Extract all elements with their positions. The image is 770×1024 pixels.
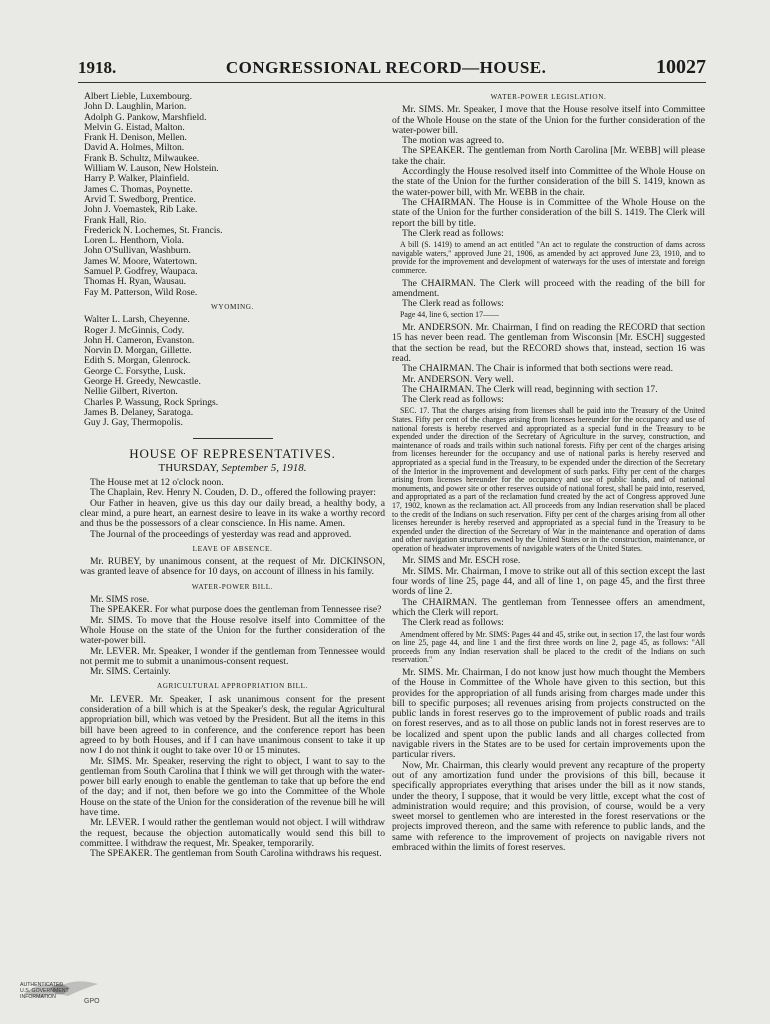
list-item: James C. Thomas, Poynette. bbox=[84, 183, 193, 195]
amendment-text: Amendment offered by Mr. SIMS: Pages 44 and 45, strike out, in section 17, the last four words on line 25, page 44, and line 1 and the first three words on line 2, page 45, as follows: "All proceeds from any Indian reservation shall be placed to the credit of the Indians on such reservation." bbox=[392, 629, 705, 665]
list-item: John D. Laughlin, Marion. bbox=[84, 101, 187, 113]
paragraph: Mr. SIMS and Mr. ESCH rose. bbox=[402, 555, 521, 567]
list-item: Frank Hall, Rio. bbox=[84, 214, 147, 226]
paragraph: The Clerk read as follows: bbox=[402, 394, 504, 406]
leave-of-absence-heading: LEAVE OF ABSENCE. bbox=[192, 544, 273, 553]
list-item: Albert Lieble, Luxembourg. bbox=[84, 91, 192, 102]
paragraph: Now, Mr. Chairman, this clearly would prevent any recapture of the property out of any amortization fund under the provisions of this bill, because it specifically appropriates everything that arises under the bill as it now stands, under the theory, I suppose, that it would be very little, except what the cost of administration would require; and this provision, of course, would be a very sweet morsel to gentlemen who are interested in the forest reservations or the projects improved thereon, and the same with reference to public lands, and the same with reference to the improvement of projects on navigable rivers not embraced within the limits of forest reserves. bbox=[392, 759, 705, 853]
header-page-number: 10027 bbox=[655, 56, 706, 78]
list-item: Walter L. Larsh, Cheyenne. bbox=[84, 314, 190, 326]
bill-title-quote: A bill (S. 1419) to amend an act entitled "An act to regulate the construction of dams across navigable waters," approved June 21, 1906, as amended by act approved June 23, 1910, and to provide for the improvement and development of waterways for the uses of interstate and foreign commerce. bbox=[392, 240, 705, 275]
seal-line: AUTHENTICATED bbox=[20, 982, 64, 988]
gpo-authentication-seal bbox=[20, 974, 106, 1012]
paragraph: The Clerk read as follows: bbox=[402, 298, 504, 310]
list-item: Charles P. Wassung, Rock Springs. bbox=[84, 396, 219, 408]
paragraph: Mr. LEVER. Mr. Speaker, I wonder if the gentleman from Tennessee would not permit me to submit a unanimous-consent request. bbox=[80, 645, 385, 667]
list-item: Melvin G. Eistad, Malton. bbox=[84, 121, 185, 133]
list-item: Edith S. Morgan, Glenrock. bbox=[84, 355, 191, 367]
paragraph: Mr. LEVER. Mr. Speaker, I ask unanimous consent for the present consideration of a bill which is at the Speaker's desk, the regular Agricultural appropriation bill, which was vetoed by the President. But all the items in this bill have been agreed to in conference, and the conference report has been agreed to by both Houses, and if I can have unanimous consent to take it up now I do not think it ought to take over 10 or 15 minutes. bbox=[80, 693, 385, 757]
paragraph: The CHAIRMAN. The gentleman from Tennessee offers an amendment, which the Clerk will report. bbox=[392, 596, 705, 618]
seal-line: U.S. GOVERNMENT bbox=[20, 988, 69, 994]
paragraph: The SPEAKER. For what purpose does the gentleman from Tennessee rise? bbox=[90, 604, 382, 616]
list-item: George H. Greedy, Newcastle. bbox=[84, 376, 201, 388]
page-line-reference: Page 44, line 6, section 17—— bbox=[400, 310, 499, 320]
list-item: Norvin D. Morgan, Gillette. bbox=[84, 345, 192, 357]
paragraph: Mr. ANDERSON. Mr. Chairman, I find on reading the RECORD that section 15 has never been read. The gentleman from Wisconsin [Mr. ESCH] suggested that the section be read, but the RECORD shows that, instead, section 16 was read. bbox=[392, 322, 705, 364]
list-item: Roger J. McGinnis, Cody. bbox=[84, 324, 185, 336]
date-text: September 5, 1918. bbox=[221, 461, 307, 474]
section-17-text: SEC. 17. That the charges arising from licenses shall be paid into the Treasury of the United States. Fifty per cent of the charges arising from licenses hereunder for the occupancy and use of national forests is hereby reserved and appropriated as a special fund in the Treasury to be expended under the direction of the Secretary of Agriculture in the survey, construction, and maintenance of roads and trails within such national forests. Fifty per cent of the charges arising from licenses hereunder for the occupancy and use of national parks is hereby reserved and appropriated as a special fund in the Treasury, to be expended under the direction of the Secretary of the Interior in the improvement and development of such parks. Fifty per cent of the charges arising from licenses hereunder for the occupancy and use of public lands, and of national monuments, and power site or other reserves outside of national forest, shall be paid into, reserved, and appropriated as a part of the reclamation fund created by the act of Congress approved June 17, 1902, known as the reclamation act. All proceeds from any Indian reservation shall be placed to the credit of the Indians on such reservation. Fifty per cent of the charges arising from all other licenses hereunder is hereby reserved and appropriated as a special fund in the Treasury to be expended under the direction of the Secretary of War in the maintenance and operation of dams and other navigation structures owned by the United States or in the construction, maintenance, or operation of headwater improvements of navigable waters of the United States. bbox=[392, 406, 705, 553]
list-item: John J. Voemastek, Rib Lake. bbox=[84, 204, 198, 216]
list-item: Harry P. Walker, Plainfield. bbox=[84, 173, 190, 185]
right-column bbox=[392, 92, 705, 853]
paragraph: The CHAIRMAN. The Clerk will read, beginning with section 17. bbox=[402, 383, 658, 395]
paragraph: Mr. SIMS. Mr. Chairman, I move to strike out all of this section except the last four words of line 25, page 44, and all of line 1, on page 45, and the first three words of line 2. bbox=[392, 565, 705, 598]
list-item: Thomas H. Ryan, Wausau. bbox=[84, 276, 187, 288]
paragraph: The SPEAKER. The gentleman from South Carolina withdraws his request. bbox=[90, 848, 382, 860]
list-item: Frank B. Schultz, Milwaukee. bbox=[84, 152, 200, 164]
paragraph: The Chaplain, Rev. Henry N. Couden, D. D., offered the following prayer: bbox=[90, 487, 376, 499]
list-item: Frederick N. Lochemes, St. Francis. bbox=[84, 224, 223, 236]
house-title: HOUSE OF REPRESENTATIVES. bbox=[129, 445, 336, 461]
wyoming-heading: WYOMING. bbox=[211, 302, 254, 311]
paragraph: Mr. SIMS. Mr. Speaker, I move that the House resolve itself into Committee of the Whole House on the state of the Union for the further consideration of the water-power bill. bbox=[392, 104, 705, 136]
paragraph: Mr. ANDERSON. Very well. bbox=[402, 373, 514, 385]
header-rule bbox=[78, 82, 706, 83]
list-item: Frank H. Denison, Mellen. bbox=[84, 132, 187, 144]
seal-text bbox=[20, 982, 69, 1000]
paragraph: The Clerk read as follows: bbox=[402, 227, 504, 239]
paragraph: Mr. SIMS. To move that the House resolve itself into Committee of the Whole House on the state of the Union for the further consideration of the water-power bill. bbox=[80, 614, 385, 647]
header-title: CONGRESSIONAL RECORD—HOUSE. bbox=[225, 58, 547, 77]
session-date bbox=[80, 463, 385, 473]
water-power-bill-heading: WATER-POWER BILL. bbox=[191, 582, 274, 591]
wisconsin-names-list bbox=[84, 92, 385, 298]
list-item: Guy J. Gay, Thermopolis. bbox=[84, 417, 183, 429]
list-item: John H. Cameron, Evanston. bbox=[84, 334, 195, 346]
list-item: James B. Delaney, Saratoga. bbox=[84, 406, 194, 418]
water-power-legislation-heading: WATER-POWER LEGISLATION. bbox=[490, 93, 607, 101]
header-year: 1918. bbox=[78, 58, 117, 77]
page-header bbox=[78, 56, 706, 80]
agricultural-bill-heading: AGRICULTURAL APPROPRIATION BILL. bbox=[156, 682, 309, 691]
paragraph: The House met at 12 o'clock noon. bbox=[90, 477, 224, 489]
paragraph: Accordingly the House resolved itself into Committee of the Whole House on the state of the Union for the further consideration of the bill S. 1419, known as the water-power bill, with Mr. WEBB in the chair. bbox=[392, 166, 705, 198]
paragraph: The SPEAKER. The gentleman from North Carolina [Mr. WEBB] will please take the chair. bbox=[392, 145, 705, 167]
list-item: John O'Sullivan, Washburn. bbox=[84, 245, 191, 257]
date-day: THURSDAY, bbox=[158, 461, 219, 474]
list-item: Samuel P. Godfrey, Waupaca. bbox=[84, 266, 198, 278]
list-item: George C. Forsythe, Lusk. bbox=[84, 365, 186, 377]
paragraph: Mr. LEVER. I would rather the gentleman would not object. I will withdraw the request, because the objection automatically would send this bill to committee. I withdraw the request, Mr. Speaker, temporarily. bbox=[80, 817, 385, 849]
seal-line: INFORMATION bbox=[20, 994, 56, 1000]
section-divider bbox=[193, 438, 273, 439]
list-item: Loren L. Henthorn, Viola. bbox=[84, 235, 184, 247]
left-column bbox=[80, 92, 385, 859]
wyoming-names-list bbox=[84, 315, 385, 428]
list-item: Arvid T. Swedborg, Prentice. bbox=[84, 193, 196, 205]
list-item: Nellie Gilbert, Riverton. bbox=[84, 386, 178, 398]
paragraph: The CHAIRMAN. The Clerk will proceed with the reading of the bill for amendment. bbox=[392, 277, 705, 299]
gpo-mark: GPO bbox=[84, 998, 100, 1005]
list-item: Adolph G. Pankow, Marshfield. bbox=[84, 111, 207, 123]
paragraph: The CHAIRMAN. The House is in Committee of the Whole House on the state of the Union for the further consideration of the bill S. 1419. The Clerk will report the bill by title. bbox=[392, 196, 705, 229]
list-item: Fay M. Patterson, Wild Rose. bbox=[84, 286, 198, 298]
paragraph: The motion was agreed to. bbox=[402, 135, 505, 147]
list-item: David A. Holmes, Milton. bbox=[84, 142, 185, 154]
paragraph: Mr. SIMS. Mr. Speaker, reserving the right to object, I want to say to the gentleman from South Carolina that I think we will get through with the water-power bill early enough to enable the gentleman to take that up before the end of the day; and if not, then before we go into the Committee of the Whole House on the state of the Union for the consideration of the revenue bill he will have time. bbox=[80, 755, 385, 818]
list-item: James W. Moore, Watertown. bbox=[84, 255, 198, 267]
paragraph: Mr. RUBEY, by unanimous consent, at the request of Mr. DICKINSON, was granted leave of absence for 10 days, on account of illness in his family. bbox=[80, 556, 385, 578]
paragraph: The Clerk read as follows: bbox=[402, 617, 504, 629]
paragraph: The Journal of the proceedings of yesterday was read and approved. bbox=[90, 528, 352, 540]
paragraph: Mr. SIMS. Mr. Chairman, I do not know just how much thought the Members of the House in Committee of the Whole have given to this section, but this provides for the appropriation of all funds arising from charges made under this bill to specific purposes; all revenues arising from projects constructed on the public lands in forest reserves go to the improvement of public roads and trails on forest reserves, and as to all those on public lands not in forest reserves are to be localized and spent upon the public lands and all charges collected from navigable rivers in the States are to be used for certain improvements upon the particular rivers. bbox=[392, 666, 705, 761]
prayer-paragraph: Our Father in heaven, give us this day our daily bread, a healthy body, a clear mind, a pure heart, an earnest desire to leave in its wake a worthy record and thus be the possessors of a clear conscience. In His name. Amen. bbox=[80, 497, 385, 530]
paragraph: Mr. SIMS rose. bbox=[90, 594, 150, 606]
paragraph: Mr. SIMS. Certainly. bbox=[90, 666, 171, 678]
paragraph: The CHAIRMAN. The Chair is informed that both sections were read. bbox=[402, 363, 674, 375]
list-item: William W. Lauson, New Holstein. bbox=[84, 163, 219, 175]
